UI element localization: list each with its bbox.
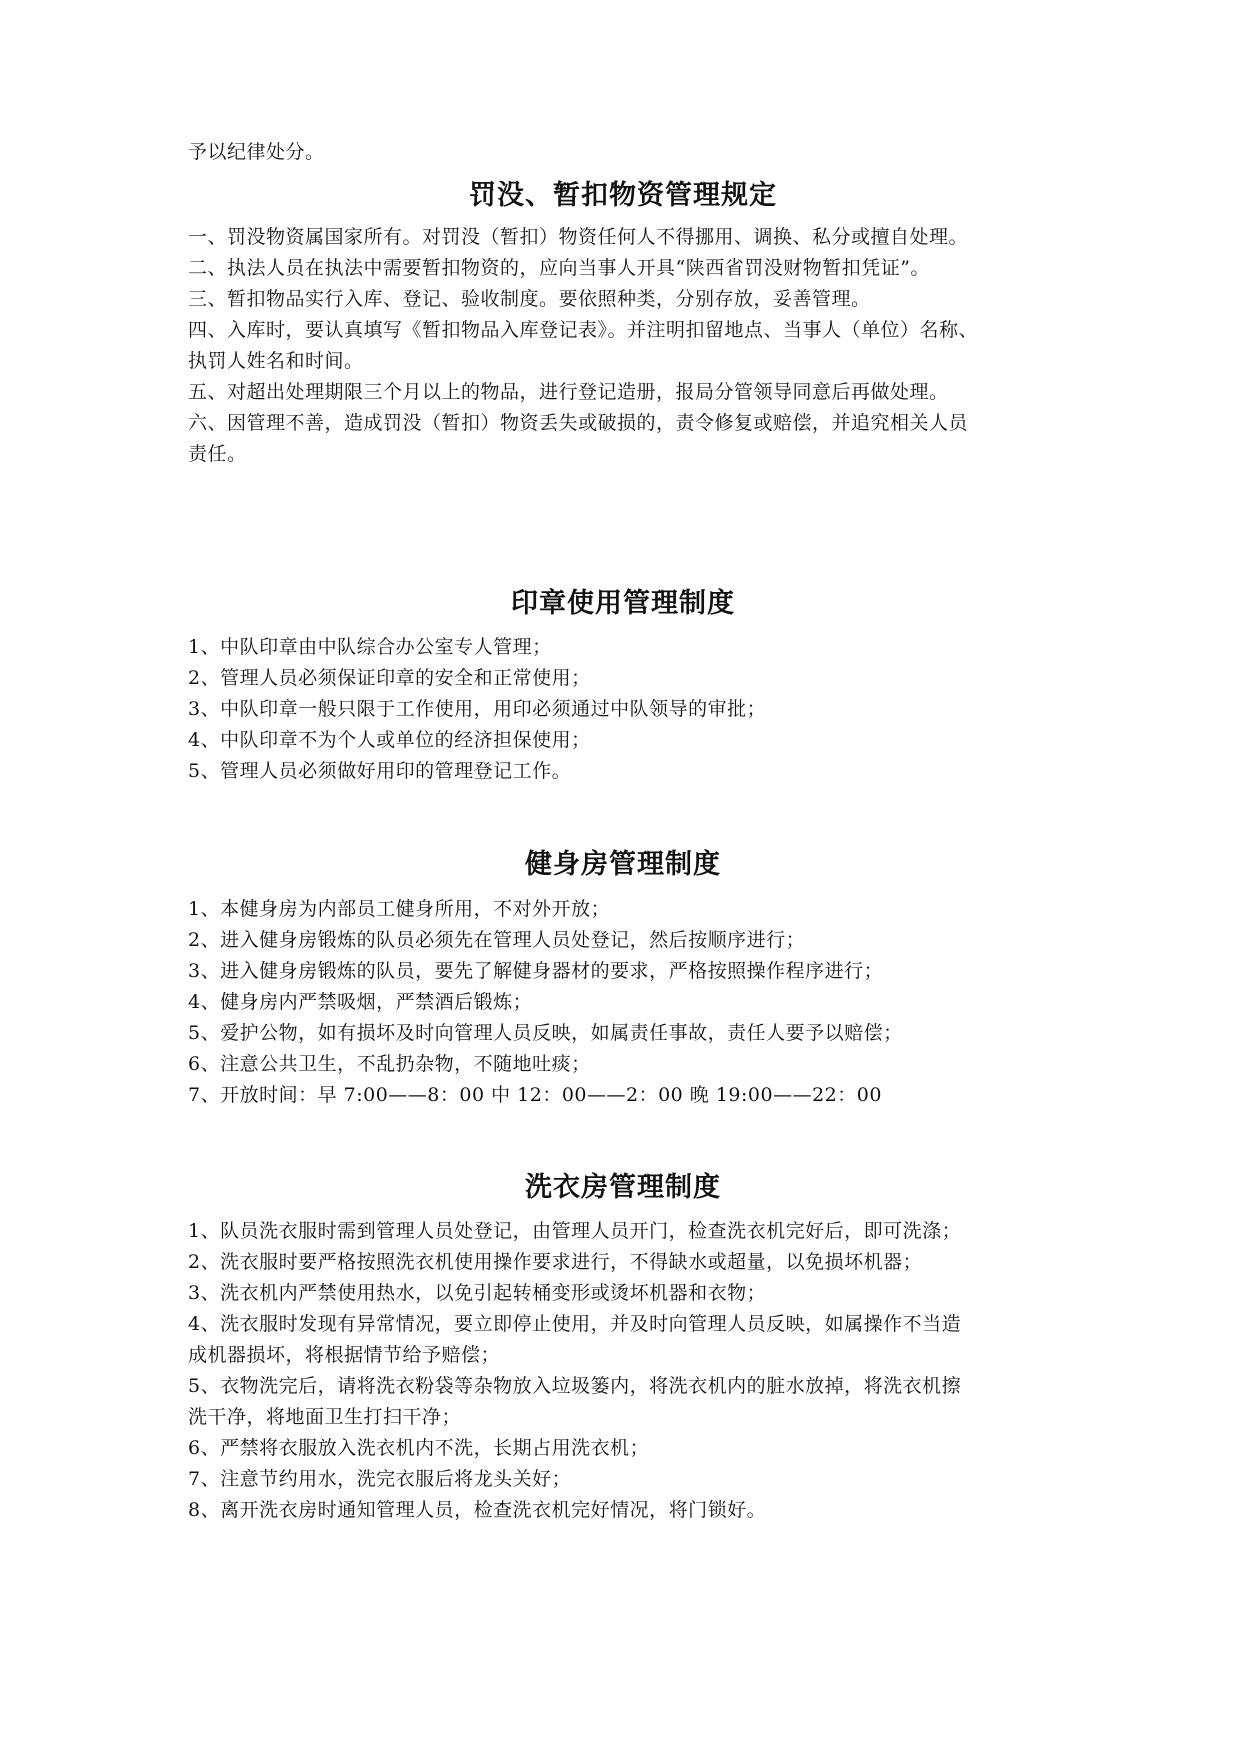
list-item: 5、衣物洗完后，请将洗衣粉袋等杂物放入垃圾篓内，将洗衣机内的脏水放掉，将洗衣机擦 [188, 1375, 962, 1397]
section-title-seal: 印章使用管理制度 [511, 588, 735, 619]
list-item: 成机器损坏，将根据情节给予赔偿； [188, 1344, 501, 1366]
list-item: 6、注意公共卫生，不乱扔杂物，不随地吐痰； [188, 1053, 591, 1075]
section-title-laundry: 洗衣房管理制度 [525, 1172, 721, 1203]
list-item: 7、开放时间：早 7:00——8：00 中 12：00——2：00 晚 19:00——22：00 [188, 1084, 882, 1106]
paragraph-line: 执罚人姓名和时间。 [188, 350, 364, 372]
list-item: 3、进入健身房锻炼的队员，要先了解健身器材的要求，严格按照操作程序进行； [188, 960, 884, 982]
section-body-gym [188, 894, 1058, 1111]
list-item: 5、管理人员必须做好用印的管理登记工作。 [188, 760, 572, 782]
section-title-confiscation: 罚没、暂扣物资管理规定 [469, 180, 777, 211]
list-item: 2、管理人员必须保证印章的安全和正常使用； [188, 667, 591, 689]
section-body-confiscation [188, 222, 1058, 470]
paragraph-line: 六、因管理不善，造成罚没（暂扣）物资丢失或破损的，责令修复或赔偿，并追究相关人员 [188, 412, 969, 434]
list-item: 4、洗衣服时发现有异常情况，要立即停止使用，并及时向管理人员反映，如属操作不当造 [188, 1313, 962, 1335]
paragraph-line: 一、罚没物资属国家所有。对罚没（暂扣）物资任何人不得挪用、调换、私分或擅自处理。 [188, 226, 969, 248]
list-item: 8、离开洗衣房时通知管理人员，检查洗衣机完好情况，将门锁好。 [188, 1499, 767, 1521]
list-item: 4、中队印章不为个人或单位的经济担保使用； [188, 729, 591, 751]
list-item: 2、进入健身房锻炼的队员必须先在管理人员处登记，然后按顺序进行； [188, 929, 806, 951]
list-item: 3、中队印章一般只限于工作使用，用印必须通过中队领导的审批； [188, 698, 767, 720]
section-body-seal [188, 632, 1058, 787]
list-item: 洗干净，将地面卫生打扫干净； [188, 1406, 462, 1428]
list-item: 5、爱护公物，如有损坏及时向管理人员反映，如属责任事故，责任人要予以赔偿； [188, 1022, 903, 1044]
list-item: 7、注意节约用水，洗完衣服后将龙头关好； [188, 1468, 572, 1490]
list-item: 6、严禁将衣服放入洗衣机内不洗，长期占用洗衣机； [188, 1437, 650, 1459]
section-body-laundry [188, 1216, 1058, 1526]
paragraph-line: 责任。 [188, 443, 247, 465]
paragraph-line: 二、执法人员在执法中需要暂扣物资的，应向当事人开具“陕西省罚没财物暂扣凭证”。 [188, 257, 930, 279]
section-title-gym: 健身房管理制度 [525, 849, 721, 880]
paragraph-line: 三、暂扣物品实行入库、登记、验收制度。要依照种类，分别存放，妥善管理。 [188, 288, 871, 310]
list-item: 4、健身房内严禁吸烟，严禁酒后锻炼； [188, 991, 533, 1013]
list-item: 1、本健身房为内部员工健身所用，不对外开放； [188, 898, 611, 920]
list-item: 2、洗衣服时要严格按照洗衣机使用操作要求进行，不得缺水或超量，以免损坏机器； [188, 1251, 923, 1273]
paragraph-line: 四、入库时，要认真填写《暂扣物品入库登记表》。并注明扣留地点、当事人（单位）名称、 [188, 319, 979, 341]
list-item: 3、洗衣机内严禁使用热水，以免引起转桶变形或烫坏机器和衣物； [188, 1282, 767, 1304]
list-item: 1、队员洗衣服时需到管理人员处登记，由管理人员开门，检查洗衣机完好后，即可洗涤； [188, 1220, 962, 1242]
paragraph-line: 五、对超出处理期限三个月以上的物品，进行登记造册，报局分管领导同意后再做处理。 [188, 381, 949, 403]
continuation-text: 予以纪律处分。 [188, 141, 325, 163]
list-item: 1、中队印章由中队综合办公室专人管理； [188, 636, 552, 658]
